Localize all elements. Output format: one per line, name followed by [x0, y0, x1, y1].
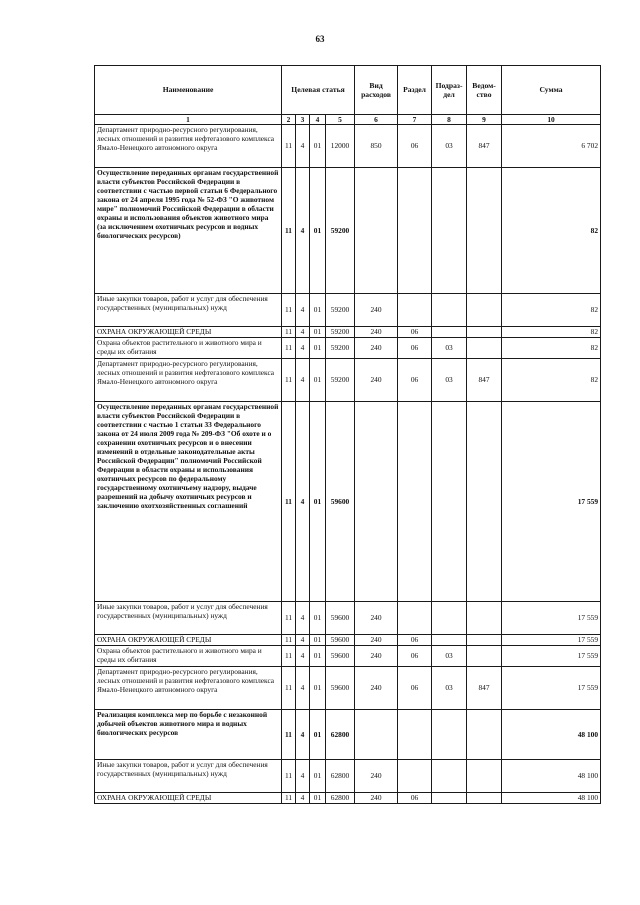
row-code-program: 11	[282, 359, 296, 402]
row-code-activity: 01	[310, 667, 326, 710]
row-name: Осуществление переданных органам государственной власти субъектов Российской Федерации в соответствии с частью 1 статьи 33 Федерального закона от 24 июля 2009 года № 209-ФЗ "Об охоте и о сохранении охотничьих ресурсов и о внесении изменений в отдельные законодательные акты Российской Федерации" полномочий Российской Федерации в области охраны и использования охотничьих ресурсов по федеральному государственному охотничьему надзору, выдаче разрешений на добычу охотничьих ресурсов и заключению охотхозяйственных соглашений	[95, 402, 282, 602]
row-code-subprogram: 4	[296, 710, 310, 760]
row-code-activity: 01	[310, 294, 326, 327]
row-code-subprogram: 4	[296, 359, 310, 402]
row-sum: 6 702	[502, 125, 601, 168]
row-code-activity: 01	[310, 168, 326, 294]
row-code-activity: 01	[310, 359, 326, 402]
row-department	[467, 793, 502, 804]
page-number: 63	[315, 34, 325, 44]
row-code-direction: 59600	[326, 402, 355, 602]
row-name: Департамент природно-ресурсного регулирования, лесных отношений и развития нефтегазового комплекса Ямало-Ненецкого автономного округа	[95, 667, 282, 710]
column-index: 6	[355, 115, 398, 125]
row-code-subprogram: 4	[296, 646, 310, 667]
row-sum: 82	[502, 168, 601, 294]
row-subsection: 03	[432, 667, 467, 710]
row-code-direction: 62800	[326, 793, 355, 804]
row-expense-type: 240	[355, 646, 398, 667]
row-expense-type: 240	[355, 635, 398, 646]
row-section: 06	[398, 635, 432, 646]
row-sum: 48 100	[502, 710, 601, 760]
row-code-direction: 59200	[326, 294, 355, 327]
row-code-program: 11	[282, 338, 296, 359]
row-code-program: 11	[282, 327, 296, 338]
table-row	[95, 635, 601, 646]
column-index: 1	[95, 115, 282, 125]
row-expense-type	[355, 402, 398, 602]
column-index: 8	[432, 115, 467, 125]
row-subsection	[432, 710, 467, 760]
row-subsection	[432, 760, 467, 793]
row-expense-type: 850	[355, 125, 398, 168]
row-code-subprogram: 4	[296, 402, 310, 602]
row-code-program: 11	[282, 168, 296, 294]
row-department	[467, 710, 502, 760]
row-code-activity: 01	[310, 710, 326, 760]
table-row	[95, 793, 601, 804]
column-index: 7	[398, 115, 432, 125]
column-index: 9	[467, 115, 502, 125]
row-name: ОХРАНА ОКРУЖАЮЩЕЙ СРЕДЫ	[95, 635, 282, 646]
row-code-direction: 12000	[326, 125, 355, 168]
row-code-direction: 62800	[326, 760, 355, 793]
table-row	[95, 294, 601, 327]
row-code-activity: 01	[310, 635, 326, 646]
row-department	[467, 635, 502, 646]
row-expense-type: 240	[355, 294, 398, 327]
row-department	[467, 602, 502, 635]
row-code-subprogram: 4	[296, 667, 310, 710]
row-section	[398, 710, 432, 760]
row-code-activity: 01	[310, 327, 326, 338]
row-sum: 82	[502, 338, 601, 359]
row-section: 06	[398, 359, 432, 402]
row-subsection	[432, 635, 467, 646]
row-name: Иные закупки товаров, работ и услуг для обеспечения государственных (муниципальных) нужд	[95, 294, 282, 327]
row-section: 06	[398, 793, 432, 804]
row-code-program: 11	[282, 294, 296, 327]
row-expense-type	[355, 710, 398, 760]
table-row	[95, 359, 601, 402]
row-sum: 17 559	[502, 602, 601, 635]
row-subsection	[432, 793, 467, 804]
row-name: Охрана объектов растительного и животного мира и среды их обитания	[95, 338, 282, 359]
row-name: Департамент природно-ресурсного регулирования, лесных отношений и развития нефтегазового комплекса Ямало-Ненецкого автономного округа	[95, 359, 282, 402]
row-expense-type: 240	[355, 793, 398, 804]
table-row	[95, 710, 601, 760]
row-department	[467, 294, 502, 327]
row-code-activity: 01	[310, 602, 326, 635]
row-code-program: 11	[282, 710, 296, 760]
table-row	[95, 667, 601, 710]
table-header-row	[95, 66, 601, 115]
header-target: Целевая статья	[282, 66, 355, 115]
header-name: Наименование	[95, 66, 282, 115]
row-name: ОХРАНА ОКРУЖАЮЩЕЙ СРЕДЫ	[95, 793, 282, 804]
row-code-program: 11	[282, 125, 296, 168]
table-row	[95, 402, 601, 602]
row-name: ОХРАНА ОКРУЖАЮЩЕЙ СРЕДЫ	[95, 327, 282, 338]
row-code-activity: 01	[310, 338, 326, 359]
row-section	[398, 402, 432, 602]
row-code-subprogram: 4	[296, 793, 310, 804]
row-code-subprogram: 4	[296, 294, 310, 327]
row-sum: 82	[502, 359, 601, 402]
row-subsection: 03	[432, 338, 467, 359]
row-subsection: 03	[432, 125, 467, 168]
row-code-program: 11	[282, 602, 296, 635]
row-subsection	[432, 327, 467, 338]
row-subsection	[432, 602, 467, 635]
row-subsection: 03	[432, 646, 467, 667]
row-department	[467, 760, 502, 793]
row-sum: 17 559	[502, 635, 601, 646]
row-sum: 17 559	[502, 402, 601, 602]
row-department	[467, 168, 502, 294]
row-code-direction: 62800	[326, 710, 355, 760]
row-subsection: 03	[432, 359, 467, 402]
row-code-program: 11	[282, 667, 296, 710]
row-expense-type: 240	[355, 338, 398, 359]
row-code-direction: 59200	[326, 168, 355, 294]
row-department	[467, 338, 502, 359]
header-section: Раздел	[398, 66, 432, 115]
row-section	[398, 602, 432, 635]
row-code-subprogram: 4	[296, 635, 310, 646]
row-sum: 82	[502, 327, 601, 338]
row-sum: 48 100	[502, 760, 601, 793]
row-code-program: 11	[282, 402, 296, 602]
table-row	[95, 602, 601, 635]
column-index: 5	[326, 115, 355, 125]
table-row	[95, 338, 601, 359]
row-sum: 82	[502, 294, 601, 327]
row-code-activity: 01	[310, 402, 326, 602]
row-code-activity: 01	[310, 646, 326, 667]
row-department: 847	[467, 359, 502, 402]
column-index: 3	[296, 115, 310, 125]
header-department: Ведом-ство	[467, 66, 502, 115]
row-code-direction: 59600	[326, 635, 355, 646]
row-code-direction: 59600	[326, 646, 355, 667]
row-section: 06	[398, 646, 432, 667]
row-code-program: 11	[282, 646, 296, 667]
budget-table	[94, 65, 601, 804]
column-index: 2	[282, 115, 296, 125]
table-row	[95, 168, 601, 294]
row-sum: 17 559	[502, 667, 601, 710]
table-row	[95, 646, 601, 667]
table-row	[95, 760, 601, 793]
row-code-direction: 59600	[326, 667, 355, 710]
column-index: 10	[502, 115, 601, 125]
row-department	[467, 327, 502, 338]
row-code-program: 11	[282, 760, 296, 793]
row-expense-type: 240	[355, 760, 398, 793]
row-expense-type: 240	[355, 327, 398, 338]
column-index: 4	[310, 115, 326, 125]
row-name: Охрана объектов растительного и животного мира и среды их обитания	[95, 646, 282, 667]
row-code-subprogram: 4	[296, 760, 310, 793]
table-row	[95, 125, 601, 168]
row-name: Департамент природно-ресурсного регулирования, лесных отношений и развития нефтегазового комплекса Ямало-Ненецкого автономного округа	[95, 125, 282, 168]
row-section: 06	[398, 327, 432, 338]
row-section	[398, 760, 432, 793]
row-section: 06	[398, 338, 432, 359]
row-code-subprogram: 4	[296, 125, 310, 168]
row-expense-type: 240	[355, 602, 398, 635]
header-expense-type: Вид расходов	[355, 66, 398, 115]
row-section: 06	[398, 125, 432, 168]
row-name: Иные закупки товаров, работ и услуг для обеспечения государственных (муниципальных) нужд	[95, 760, 282, 793]
row-subsection	[432, 402, 467, 602]
row-code-direction: 59200	[326, 327, 355, 338]
column-index-row	[95, 115, 601, 125]
row-code-subprogram: 4	[296, 602, 310, 635]
row-code-activity: 01	[310, 760, 326, 793]
row-expense-type: 240	[355, 667, 398, 710]
table-row	[95, 327, 601, 338]
row-code-direction: 59600	[326, 602, 355, 635]
row-department: 847	[467, 125, 502, 168]
row-department	[467, 646, 502, 667]
row-name: Иные закупки товаров, работ и услуг для обеспечения государственных (муниципальных) нужд	[95, 602, 282, 635]
row-section: 06	[398, 667, 432, 710]
row-code-program: 11	[282, 635, 296, 646]
row-code-activity: 01	[310, 125, 326, 168]
row-code-subprogram: 4	[296, 338, 310, 359]
header-subsection: Подраз-дел	[432, 66, 467, 115]
row-section	[398, 294, 432, 327]
row-subsection	[432, 168, 467, 294]
row-code-direction: 59200	[326, 338, 355, 359]
row-code-direction: 59200	[326, 359, 355, 402]
header-sum: Сумма	[502, 66, 601, 115]
row-sum: 17 559	[502, 646, 601, 667]
row-name: Осуществление переданных органам государственной власти субъектов Российской Федерации в соответствии с частью первой статьи 6 Федерального закона от 24 апреля 1995 года № 52-ФЗ "О животном мире" полномочий Российской Федерации в области охраны и использования объектов животного мира (за исключением охотничьих ресурсов и водных биологических ресурсов)	[95, 168, 282, 294]
row-department	[467, 402, 502, 602]
row-subsection	[432, 294, 467, 327]
row-expense-type	[355, 168, 398, 294]
row-code-activity: 01	[310, 793, 326, 804]
row-sum: 48 100	[502, 793, 601, 804]
row-code-subprogram: 4	[296, 327, 310, 338]
row-code-subprogram: 4	[296, 168, 310, 294]
row-code-program: 11	[282, 793, 296, 804]
row-department: 847	[467, 667, 502, 710]
row-expense-type: 240	[355, 359, 398, 402]
row-section	[398, 168, 432, 294]
row-name: Реализация комплекса мер по борьбе с незаконной добычей объектов животного мира и водных биологических ресурсов	[95, 710, 282, 760]
